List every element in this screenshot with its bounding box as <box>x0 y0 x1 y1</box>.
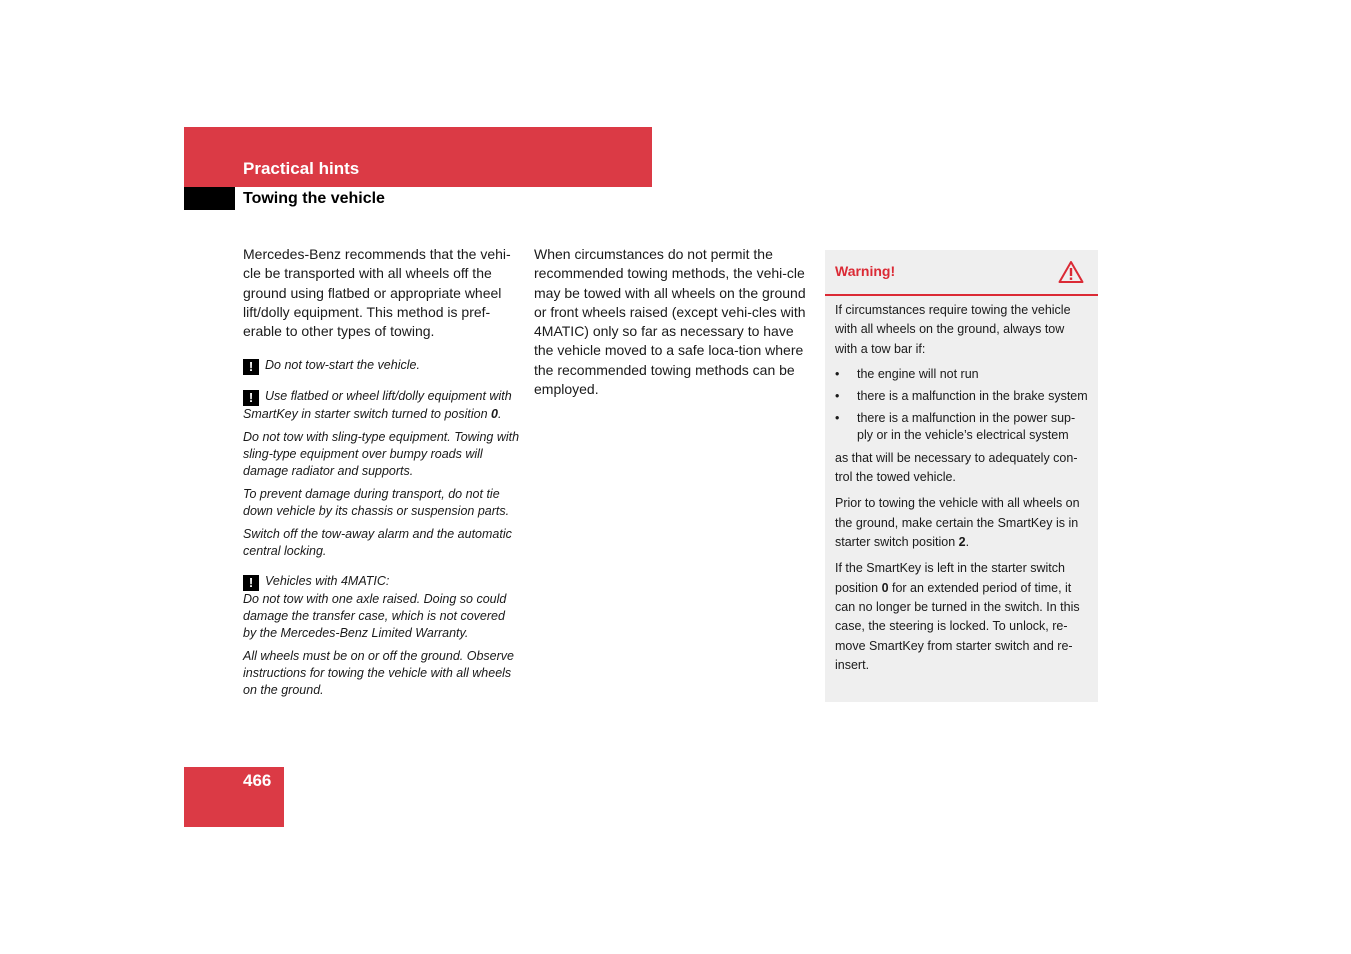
warning-paragraph-position <box>835 494 1088 552</box>
warning-text: If the SmartKey is left in the starter switch position <box>835 561 1065 595</box>
note-equipment <box>243 388 521 560</box>
warning-body <box>825 296 1098 675</box>
bullet-icon: • <box>835 366 840 381</box>
bullet-icon: • <box>835 410 840 425</box>
note-text: To prevent damage during transport, do not tie down vehicle by its chassis or suspension parts. <box>243 487 510 519</box>
switch-position: 0 <box>491 407 498 422</box>
list-item <box>835 366 1088 383</box>
warning-punctuation: . <box>965 535 970 550</box>
note-text: Do not tow-start the vehicle. <box>265 358 420 373</box>
warning-text: for an extended period of time, it can no longer be turned in the switch. In this case, the steering is locked. To unlock, re-move SmartKey from starter switch and re-insert. <box>835 580 1080 672</box>
list-item-text: the engine will not run <box>857 366 979 381</box>
section-marker <box>184 187 235 210</box>
bullet-icon: • <box>835 388 840 403</box>
switch-position: 0 <box>881 580 889 595</box>
note-tow-start <box>243 357 521 375</box>
note-text: Do not tow with one axle raised. Doing so could damage the transfer case, which is not covered by the Mercedes-Benz Limited Warranty. <box>243 592 507 641</box>
note-heading: Vehicles with 4MATIC: <box>265 574 390 589</box>
warning-header <box>825 250 1098 296</box>
section-title: Practical hints <box>243 159 360 178</box>
warning-box <box>825 250 1098 702</box>
list-item <box>835 410 1088 444</box>
warning-after: as that will be necessary to adequately con-trol the towed vehicle. <box>835 450 1078 485</box>
list-item <box>835 388 1088 405</box>
towing-paragraph: When circumstances do not permit the recommended towing methods, the vehi-cle may be towed with all wheels on the ground or front wheels raised (except vehi-cles with 4MATIC) only so far as necessary to have the vehicle moved to a safe loca-tion where the recommended towing methods can be employed. <box>534 246 806 398</box>
note-text: Switch off the tow-away alarm and the automatic central locking. <box>243 527 512 559</box>
note-text: All wheels must be on or off the ground. Observe instructions for towing the vehicle with all wheels on the ground. <box>243 649 514 698</box>
exclamation-icon: ! <box>243 575 259 591</box>
warning-intro: If circumstances require towing the vehicle with all wheels on the ground, always tow with a tow bar if: <box>835 303 1071 356</box>
notes <box>243 357 521 699</box>
page-number: 466 <box>243 771 272 790</box>
left-column <box>243 245 521 712</box>
note-punctuation: . <box>497 407 502 422</box>
exclamation-icon: ! <box>243 390 259 406</box>
note-4matic <box>243 573 521 699</box>
subsection-title: Towing the vehicle <box>243 190 385 207</box>
exclamation-icon: ! <box>243 359 259 375</box>
warning-text: Prior to towing the vehicle with all wheels on the ground, make certain the SmartKey is in starter switch position <box>835 496 1080 550</box>
list-item-text: there is a malfunction in the power sup-ply or in the vehicle’s electrical system <box>857 410 1076 442</box>
intro-paragraph: Mercedes-Benz recommends that the vehi-cle be transported with all wheels off the ground using flatbed or appropriate wheel lift/dolly equipment. This method is pref-erable to other types of towing. <box>243 246 511 340</box>
list-item-text: there is a malfunction in the brake system <box>857 388 1088 403</box>
note-text: Use flatbed or wheel lift/dolly equipment with SmartKey in starter switch turned to position <box>243 389 512 422</box>
warning-title: Warning! <box>835 263 896 279</box>
middle-column <box>534 245 810 399</box>
switch-position: 2 <box>958 535 966 550</box>
warning-paragraph-smartkey <box>835 559 1088 675</box>
warning-list <box>835 366 1088 444</box>
note-text: Do not tow with sling-type equipment. Towing with sling-type equipment over bumpy roads will damage radiator and supports. <box>243 430 520 479</box>
warning-triangle-icon <box>1058 260 1084 284</box>
